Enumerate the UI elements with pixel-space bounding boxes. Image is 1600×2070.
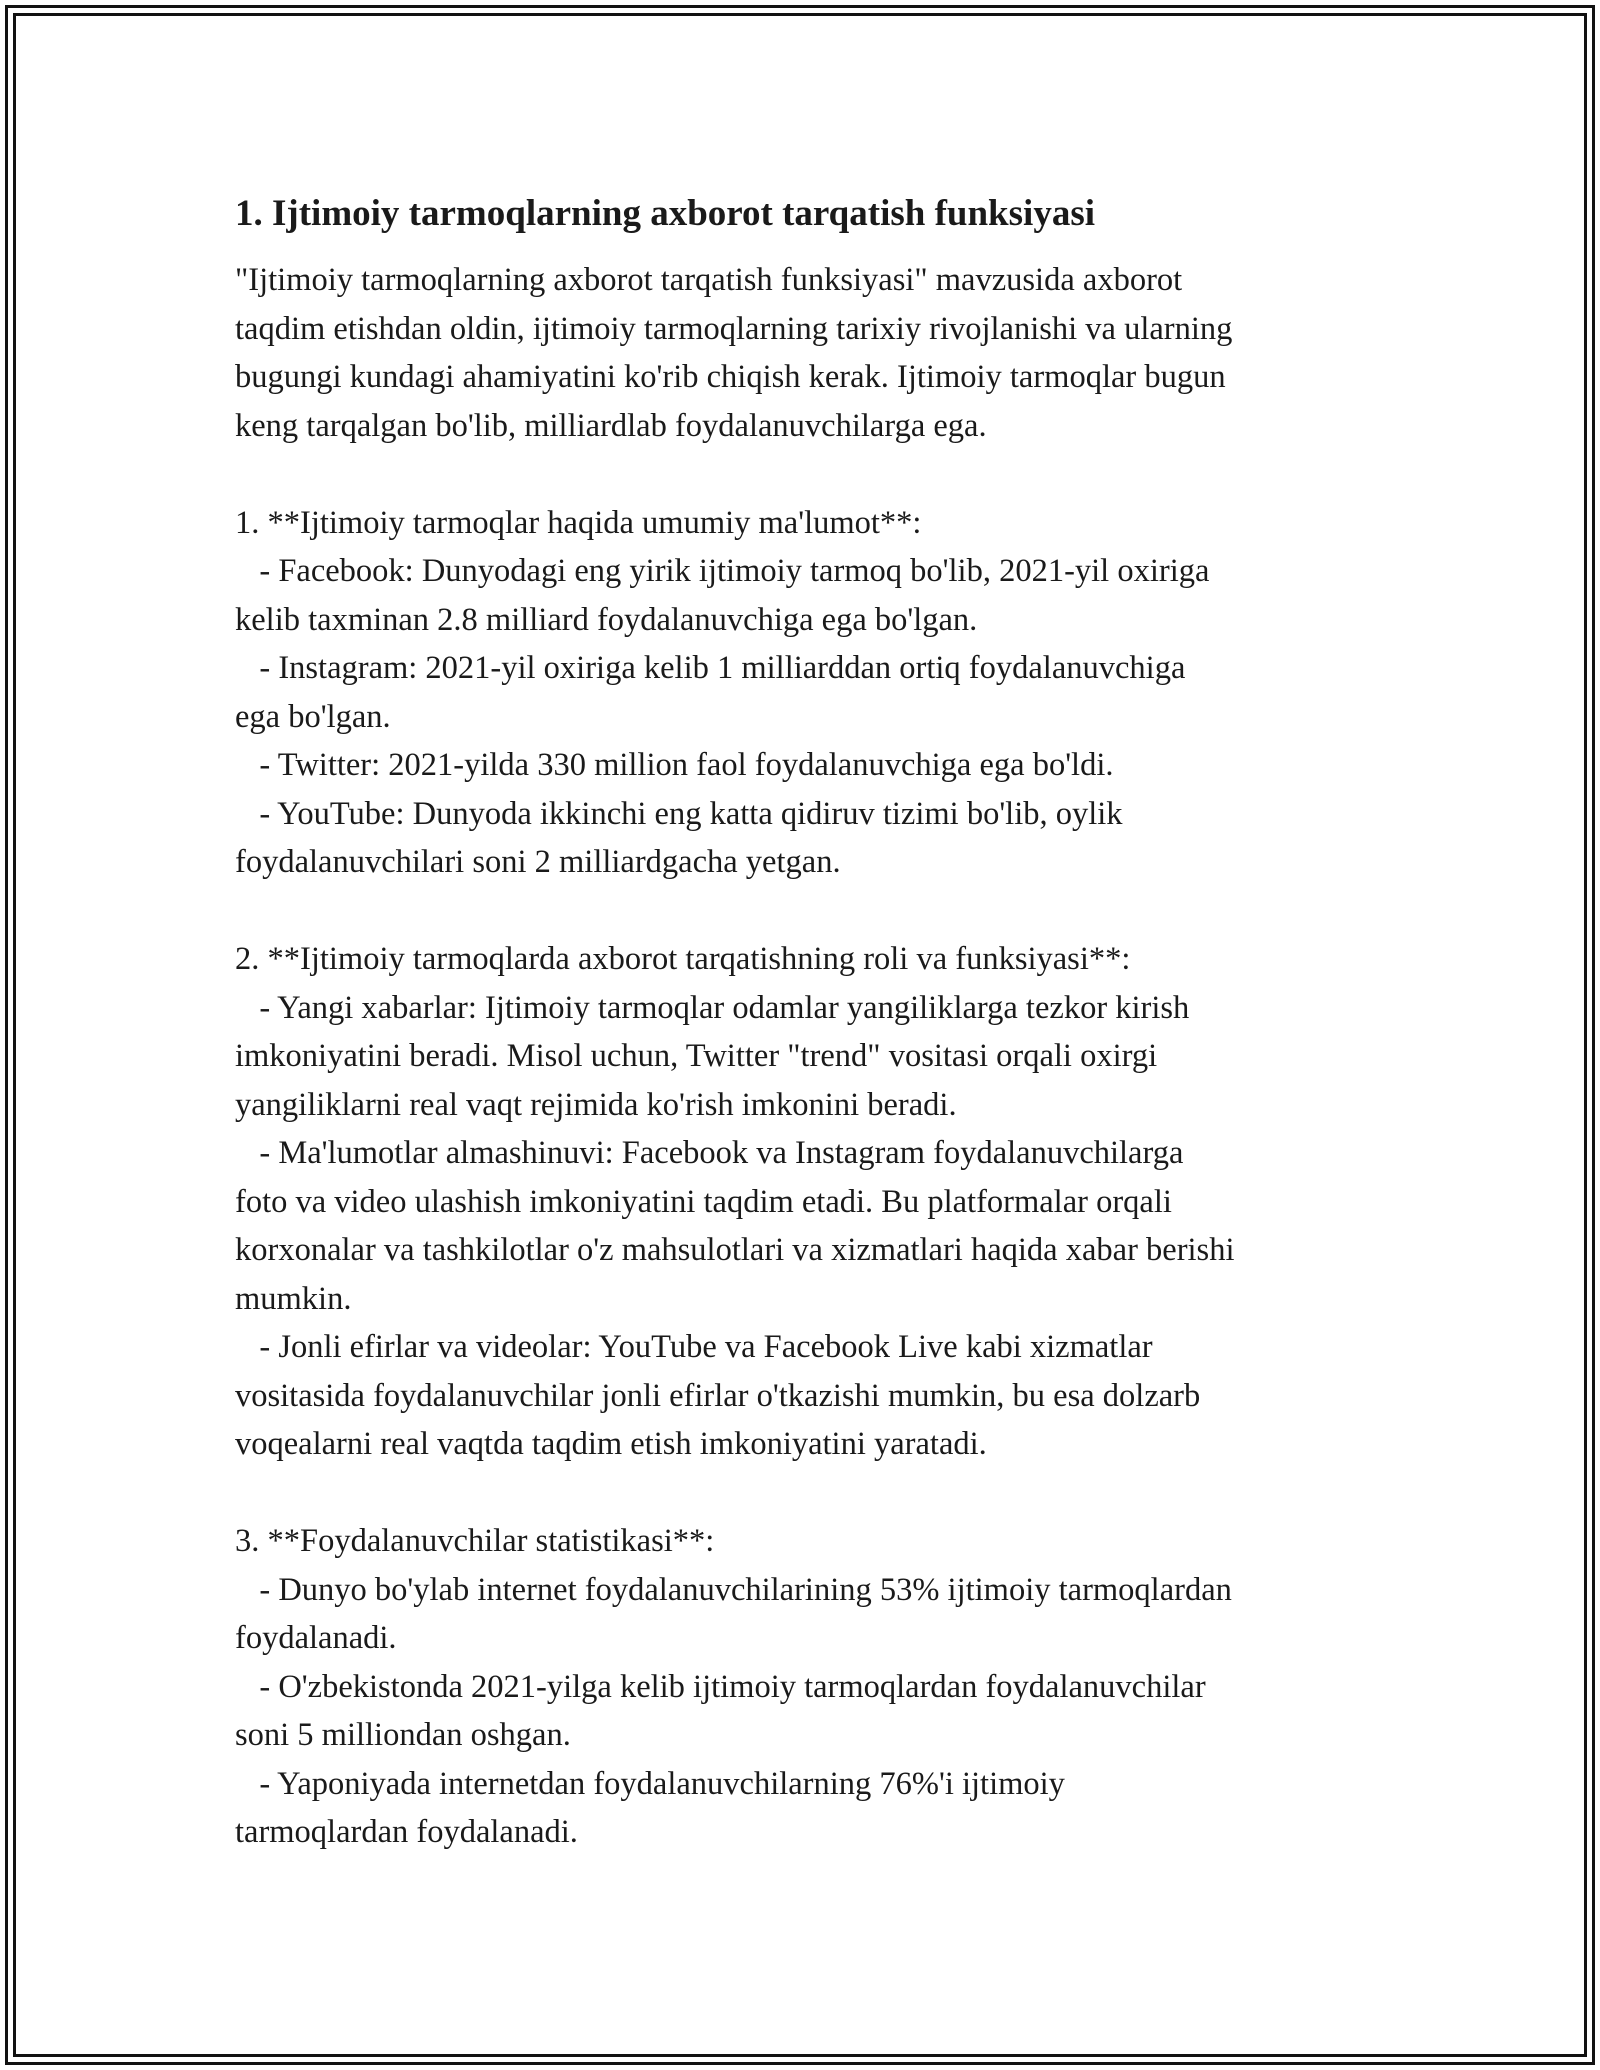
text-line: 1. **Ijtimoiy tarmoqlar haqida umumiy ma'lumot**: xyxy=(235,504,922,541)
text-line: vositasida foydalanuvchilar jonli efirlar o'tkazishi mumkin, bu esa dolzarb xyxy=(235,1377,1201,1414)
text-line: - Jonli efirlar va videolar: YouTube va Facebook Live kabi xizmatlar xyxy=(235,1329,1153,1365)
document-body xyxy=(235,186,1375,1857)
text-line: 2. **Ijtimoiy tarmoqlarda axborot tarqatishning roli va funksiyasi**: xyxy=(235,941,1131,977)
text-line: korxonalar va tashkilotlar o'z mahsulotlari va xizmatlari haqida xabar berishi xyxy=(235,1232,1235,1268)
text-line: keng tarqalgan bo'lib, milliardlab foydalanuvchilarga ega. xyxy=(235,407,987,444)
text-line: tarmoqlardan foydalanadi. xyxy=(235,1814,578,1850)
text-line: 3. **Foydalanuvchilar statistikasi**: xyxy=(235,1523,715,1559)
document-title: 1. Ijtimoiy tarmoqlarning axborot tarqatish funksiyasi xyxy=(235,193,1095,234)
text-line: ega bo'lgan. xyxy=(235,698,391,735)
text-line: - Yangi xabarlar: Ijtimoiy tarmoqlar odamlar yangiliklarga tezkor kirish xyxy=(235,989,1190,1026)
text-line: foydalanadi. xyxy=(235,1620,397,1656)
text-line: - Yaponiyada internetdan foydalanuvchilarning 76%'i ijtimoiy xyxy=(235,1765,1065,1802)
text-line: foydalanuvchilari soni 2 milliardgacha yetgan. xyxy=(235,844,841,880)
text-line: - Facebook: Dunyodagi eng yirik ijtimoiy tarmoq bo'lib, 2021-yil oxiriga xyxy=(235,553,1210,589)
text-line xyxy=(235,887,1375,936)
text-line: - Twitter: 2021-yilda 330 million faol foydalanuvchiga ega bo'ldi. xyxy=(235,747,1114,783)
text-line xyxy=(235,1469,1375,1518)
text-line: - Ma'lumotlar almashinuvi: Facebook va Instagram foydalanuvchilarga xyxy=(235,1135,1184,1171)
text-line: voqealarni real vaqtda taqdim etish imkoniyatini yaratadi. xyxy=(235,1426,987,1462)
text-line: bugungi kundagi ahamiyatini ko'rib chiqish kerak. Ijtimoiy tarmoqlar bugun xyxy=(235,359,1226,395)
text-line: taqdim etishdan oldin, ijtimoiy tarmoqlarning tarixiy rivojlanishi va ularning xyxy=(235,310,1233,347)
text-line: imkoniyatini beradi. Misol uchun, Twitter "trend" vositasi orqali oxirgi xyxy=(235,1038,1158,1074)
text-line: - O'zbekistonda 2021-yilga kelib ijtimoiy tarmoqlardan foydalanuvchilar xyxy=(235,1668,1206,1705)
text-line: mumkin. xyxy=(235,1280,352,1317)
text-line: soni 5 milliondan oshgan. xyxy=(235,1717,571,1753)
document-text xyxy=(235,256,1375,1857)
text-line: foto va video ulashish imkoniyatini taqdim etadi. Bu platformalar orqali xyxy=(235,1183,1172,1220)
text-line: yangiliklarni real vaqt rejimida ko'rish imkonini beradi. xyxy=(235,1086,957,1123)
text-line: - YouTube: Dunyoda ikkinchi eng katta qidiruv tizimi bo'lib, oylik xyxy=(235,795,1123,832)
text-line: - Instagram: 2021-yil oxiriga kelib 1 milliarddan ortiq foydalanuvchiga xyxy=(235,650,1186,686)
text-line: "Ijtimoiy tarmoqlarning axborot tarqatish funksiyasi" mavzusida axborot xyxy=(235,262,1183,298)
text-line: kelib taxminan 2.8 milliard foydalanuvchiga ega bo'lgan. xyxy=(235,601,978,638)
text-line: - Dunyo bo'ylab internet foydalanuvchilarining 53% ijtimoiy tarmoqlardan xyxy=(235,1571,1232,1608)
text-line xyxy=(235,450,1375,499)
